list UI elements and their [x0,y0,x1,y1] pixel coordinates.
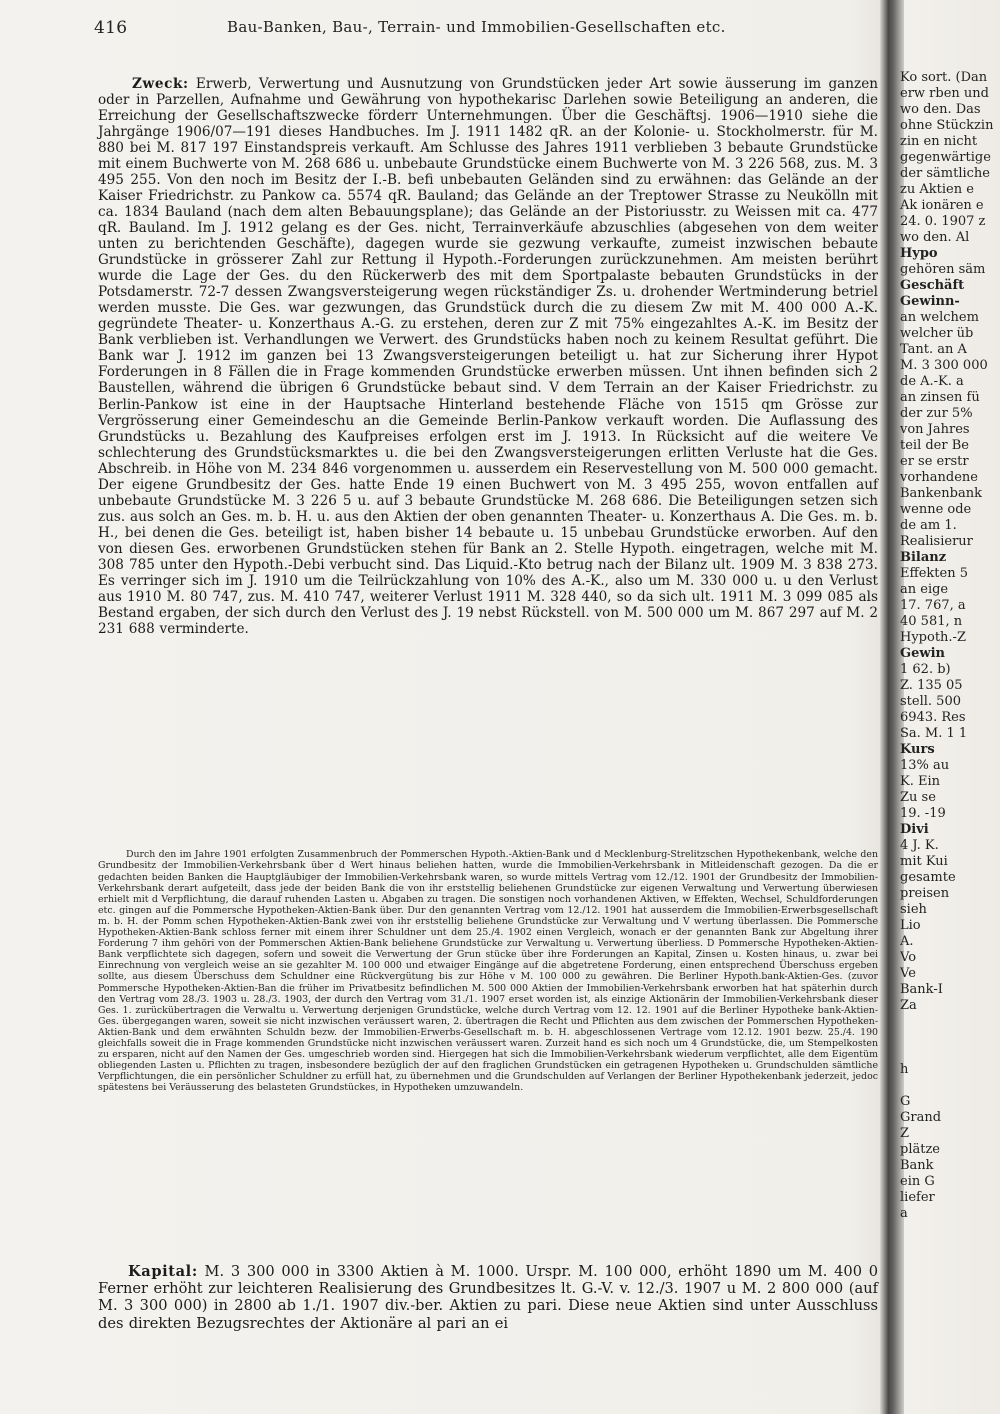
facing-page-line: Bank-I [900,982,943,997]
facing-page-line: vorhandene [900,470,978,485]
facing-page-line: an welchem [900,310,979,325]
facing-page-line: 4 J. K. [900,838,939,853]
facing-page-line: Ak ionären e [900,198,984,213]
kapital-paragraph [98,1263,878,1333]
facing-page-line: Kurs [900,742,935,757]
running-title: Bau-Banken, Bau-, Terrain- und Immobilien-Gesellschaften etc. [227,18,726,36]
facing-page-line: Hypoth.-Z [900,630,966,645]
facing-page-line: 13% au [900,758,950,773]
facing-page-line: an zinsen fü [900,390,980,405]
facing-page-line: 6943. Res [900,710,966,725]
page-number: 416 [94,18,128,38]
facing-page-line: Z [900,1126,910,1141]
facing-page-line: Bankenbank [900,486,982,501]
facing-page-line: Vo [900,950,917,965]
facing-page-line: Gewinn- [900,294,960,309]
facing-page-line: M. 3 300 000 [900,358,988,373]
facing-page-line: Za [900,998,917,1013]
facing-page-line: Gewin [900,646,945,661]
facing-page-line: preisen [900,886,950,901]
facing-page-line: der zur 5% [900,406,973,421]
facing-page-line: gesamte [900,870,956,885]
facing-page-line: er se erstr [900,454,969,469]
facing-page-line [900,1014,1000,1030]
facing-page-line: 19. -19 [900,806,946,821]
facing-page-line: Bilanz [900,550,947,565]
facing-page-line: Grand [900,1110,942,1125]
facing-page-line: an eige [900,582,949,597]
facing-page-line [900,1078,1000,1094]
facing-page-line: plätze [900,1142,940,1157]
facing-page-line: K. Ein [900,774,940,789]
facing-page-line: Z. 135 05 [900,678,963,693]
facing-page-line: Geschäft [900,278,965,293]
facing-page-line: liefer [900,1190,935,1205]
facing-page-line: zu Aktien e [900,182,974,197]
facing-page-line: 1 62. b) [900,662,951,677]
running-header [92,18,882,42]
facing-page-line: 17. 767, a [900,598,966,613]
facing-page-line: sieh [900,902,927,917]
facing-page-line: A. [900,934,914,949]
kapital-text: M. 3 300 000 in 3300 Aktien à M. 1000. Urspr. M. 100 000, erhöht 1890 um M. 400 0 Ferner erhöht zur leichteren Realisierung des Grundbesitzes lt. G.-V. v. 12./3. 1907 u M. 2 800 000 (auf M. 3 300 000) in 2800 ab 1./1. 1907 div.-ber. Aktien zu pari. Diese neue Aktien sind unter Ausschluss des direkten Bezugsrechtes der Aktionäre al pari an ei [98,1262,878,1332]
facing-page-line: G [900,1094,911,1109]
facing-page-line: h [900,1062,909,1077]
facing-page-line: Realisierur [900,534,973,549]
facing-page-line: Effekten 5 [900,566,968,581]
zweck-text: Erwerb, Verwertung und Ausnutzung von Grundstücken jeder Art sowie äusserung im ganzen oder in Parzellen, Aufnahme und Gewährung von hypothekarisc Darlehen sowie Beteiligung an anderen, die Erreichung der Gesellschaftszwecke förderr Unternehmungen. Über die Geschäftsj. 1906—1910 siehe die Jahrgänge 1906/07—191 dieses Handbuches. Im J. 1911 1482 qR. an der Kolonie- u. Stockholmerstr. für M. 880 bei M. 817 197 Einstandspreis verkauft. Am Schlusse des Jahres 1911 verblieben 3 bebaute Grundstücke mit einem Buchwerte von M. 268 686 u. unbebaute Grundstücke einem Buchwerte von M. 3 226 568, zus. M. 3 495 255. Von den noch im Besitz der I.-B. befi unbebauten Geländen sind zu erwähnen: das Gelände an der Kaiser Friedrichstr. zu Pankow ca. 5574 qR. Bauland; das Gelände an der Treptower Strasse zu Neukölln mit ca. 1834 Bauland (nach dem alten Bebauungsplane); das Gelände an der Pistoriusstr. zu Weissen mit ca. 477 qR. Bauland. Im J. 1912 gelang es der Ges. nicht, Terrainverkäufe abzuschlies (abgesehen von dem weiter unten zu berichtenden Geschäfte), dagegen wurde sie gezwung verkaufte, zumeist inzwischen bebaute Grundstücke in grösserer Zahl zur Rettung il Hypoth.-Forderungen zurückzunehmen. Am meisten berührt wurde die Lage der Ges. du den Rückerwerb des mit dem Sportpalaste bebauten Grundstücks in der Potsdamerstr. 72-7 dessen Zwangsversteigerung wegen rückständiger Zs. u. drohender Wertminderung betriel werden musste. Die Ges. war gezwungen, das Grundstück durch die zu diesem Zw mit M. 400 000 A.-K. gegründete Theater- u. Konzerthaus A.-G. zu erstehen, deren zur Z mit 75% eingezahltes A.-K. im Besitz der Bank verblieben ist. Verhandlungen we Verwert. des Grundstücks haben noch zu keinem Resultat geführt. Die Bank war J. 1912 im ganzen bei 13 Zwangsversteigerungen beteiligt u. hat zur Sicherung ihrer Hypot Forderungen in 8 Fällen die in Frage kommenden Grundstücke erwerben müssen. Unt ihnen befinden sich 2 Baustellen, während die übrigen 6 Grundstücke bebaut sind. V dem Terrain an der Kaiser Friedrichstr. zu Berlin-Pankow ist eine in der Hauptsache Hinterland bestehende Fläche von 1515 qm Grösse zur Vergrösserung einer Gemeindeschu an die Gemeinde Berlin-Pankow verkauft worden. Die Auflassung des Grundstücks u. Bezahlung des Kaufpreises erfolgen erst im J. 1913. In Rücksicht auf die weitere Ve schlechterung des Grundstücksmarktes u. die bei den Zwangsversteigerungen erlitten Verluste hat die Ges. Abschreib. in Höhe von M. 234 846 vorgenommen u. ausserdem ein Reservestellung von M. 500 000 gemacht. Der eigene Grundbesitz der Ges. hatte Ende 19 einen Buchwert von M. 3 495 255, wovon entfallen auf unbebaute Grundstücke M. 3 226 5 u. auf 3 bebaute Grundstücke M. 268 686. Die Beteiligungen setzen sich zus. aus solch an Ges. m. b. H. u. aus den Aktien der oben genannten Theater- u. Konzerthaus A. Die Ges. m. b. H., bei denen die Ges. beteiligt ist, haben bisher 14 bebaute u. 15 unbebau Grundstücke erworben. Auf den von diesen Ges. erworbenen Grundstücken stehen für Bank an 2. Stelle Hypoth. eingetragen, welche mit M. 308 785 unter den Hypoth.-Debi verbucht sind. Das Liquid.-Kto betrug nach der Bilanz ult. 1909 M. 3 838 273. Es verringer sich im J. 1910 um die Teilrückzahlung von 10% des A.-K., also um M. 330 000 u. u den Verlust aus 1910 M. 80 747, zus. M. 410 747, weiterer Verlust 1911 M. 328 440, so da sich ult. 1911 M. 3 099 085 als Bestand ergaben, der sich durch den Verlust des J. 19 nebst Rückstell. von M. 500 000 um M. 867 297 auf M. 2 231 688 verminderte. [98,75,879,638]
facing-page-line: Zu se [900,790,936,805]
facing-page-line: Sa. M. 1 1 [900,726,968,741]
facing-page-line: welcher üb [900,326,974,341]
kapital-label: Kapital: [128,1262,198,1280]
facing-page-line: wo den. Al [900,230,970,245]
facing-page-line [900,1046,1000,1062]
facing-page-line: Tant. an A [900,342,967,357]
facing-page-fragment [900,70,1000,1410]
facing-page-line: de am 1. [900,518,957,533]
facing-page-line: wo den. Das [900,102,981,117]
facing-page-line: Ko sort. (Dan [900,70,988,85]
facing-page-line: Hypo [900,246,938,261]
facing-page-line: zin en nicht [900,134,978,149]
zweck-paragraph [98,76,878,638]
facing-page-line: 40 581, n [900,614,963,629]
facing-page-line: gehören säm [900,262,986,277]
main-column [92,0,882,1414]
facing-page-line: gegenwärtige [900,150,991,165]
facing-page-line: Bank [900,1158,934,1173]
facing-page-line: Ve [900,966,916,981]
facing-page-line: mit Kui [900,854,948,869]
facing-page-line: Lio [900,918,921,933]
facing-page-line: Divi [900,822,929,837]
facing-page-line: wenne ode [900,502,972,517]
facing-page-line: de A.-K. a [900,374,964,389]
facing-page-line: ohne Stückzin [900,118,994,133]
zweck-label: Zweck: [132,75,189,92]
facing-page-line [900,1030,1000,1046]
facing-page-line: der sämtliche [900,166,990,181]
facing-page-line: teil der Be [900,438,969,453]
facing-page-line: von Jahres [900,422,970,437]
footnote-paragraph: Durch den im Jahre 1901 erfolgten Zusammenbruch der Pommerschen Hypoth.-Aktien-Bank und d Mecklenburg-Strelitzschen Hypothekenbank, welche den Grundbesitz der Immobilien-Verkehrsbank über d Wert hinaus beliehen hatten, wurde die Immobilien-Verkehrsbank in Mitleidenschaft gezogen. Da die er gedachten beiden Banken die Hauptgläubiger der Immobilien-Verkehrsbank waren, so wurde mittels Vertrag vom 12./12. 1901 der Grundbesitz der Immobilien-Verkehrsbank derart aufgeteilt, dass jede der beiden Bank die von ihr erststellig beliehenen Grundstücke zur eigenen Verwaltung und Verwertung überwiesen erhielt mit d Verpflichtung, die darauf ruhenden Lasten u. Abgaben zu tragen. Die sonstigen noch vorhandenen Aktiven, w Effekten, Wechsel, Schuldforderungen etc. gingen auf die Pommersche Hypotheken-Aktien-Bank über. Dur den genannten Vertrag vom 12./12. 1901 hat ausserdem die Immobilien-Erwerbsgesellschaft m. b. H. der Pomm schen Hypotheken-Aktien-Bank zwei von ihr erststellig beliehene Grundstücke zur Verwaltung und V wertung überlassen. Die Pommersche Hypotheken-Aktien-Bank schloss ferner mit einem ihrer Schuldner unt dem 25./4. 1902 einen Vergleich, wonach er der genannten Bank zur Abgeltung ihrer Forderung 7 ihm gehöri von der Pommerschen Aktien-Bank beliehene Grundstücke zur Verwaltung u. Verwertung überliess. D Pommersche Hypotheken-Aktien-Bank verpflichtete sich dagegen, sofern und soweit die Verwertung der Grun stücke über ihre Forderungen an Kapital, Zinsen u. Kosten hinaus, u. zwar bei Einrechnung von vergleich weise an sie gezahlter M. 100 000 und etwaiger Eingänge auf die abgetretene Forderung, einen entsprechend Überschuss ergeben sollte, aus diesem Überschuss dem Schuldner eine Rückvergütung bis zur Höhe v M. 100 000 zu gewähren. Die Berliner Hypoth.bank-Aktien-Ges. (zuvor Pommersche Hypotheken-Aktien-Ban die früher im Privatbesitz befindlichen M. 500 000 Aktien der Immobilien-Verkehrsbank erworben hat hat späterhin durch den Vertrag vom 28./3. 1903 u. 28./3. 1903, der durch den Vertrag vom 31./1. 1907 erset worden ist, als einzige Aktionärin der Immobilien-Verkehrsbank dieser Ges. 1. zurückübertragen die Verwaltu u. Verwertung derjenigen Grundstücke, welche durch Vertrag vom 12. 12. 1901 auf die Berliner Hypotheke bank-Aktien-Ges. übergegangen waren, soweit sie nicht inzwischen veräussert waren, 2. übertragen die Recht und Pflichten aus dem zwischen der Pommerschen Hypotheken-Aktien-Bank und dem erwähnten Schuldn bezw. der Immobilien-Erwerbs-Gesellschaft m. b. H. abgeschlossenen Vertrage vom 12.12. 1901 bezw. 25./4. 190 gleichfalls soweit die in Frage kommenden Grundstücke nicht inzwischen veräussert waren. Zurzeit hand es sich noch um 4 Grundstücke, die, um Stempelkosten zu ersparen, nicht auf den Namen der Ges. umgeschrieb worden sind. Hiergegen hat sich die Immobilien-Verkehrsbank wiederum verpflichtet, alle dem Eigentüm obliegenden Lasten u. Pflichten zu tragen, insbesondere bezüglich der auf den fraglichen Grundstücken ein getragenen Hypotheken u. Grundschulden sämtliche Verpflichtungen, die ein persönlicher Schuldner zu erfüll hat, zu übernehmen und die Grundschulden auf Verlangen der Berliner Hypothekenbank jederzeit, jedoc spätestens bei Veräusserung des belasteten Grundstückes, in Hypotheken umzuwandeln. [98,849,878,1094]
facing-page-line: erw rben und [900,86,989,101]
facing-page-line: a [900,1206,908,1221]
facing-page-line: ein G [900,1174,935,1189]
facing-page-line: stell. 500 [900,694,961,709]
facing-page-line: 24. 0. 1907 z [900,214,986,229]
